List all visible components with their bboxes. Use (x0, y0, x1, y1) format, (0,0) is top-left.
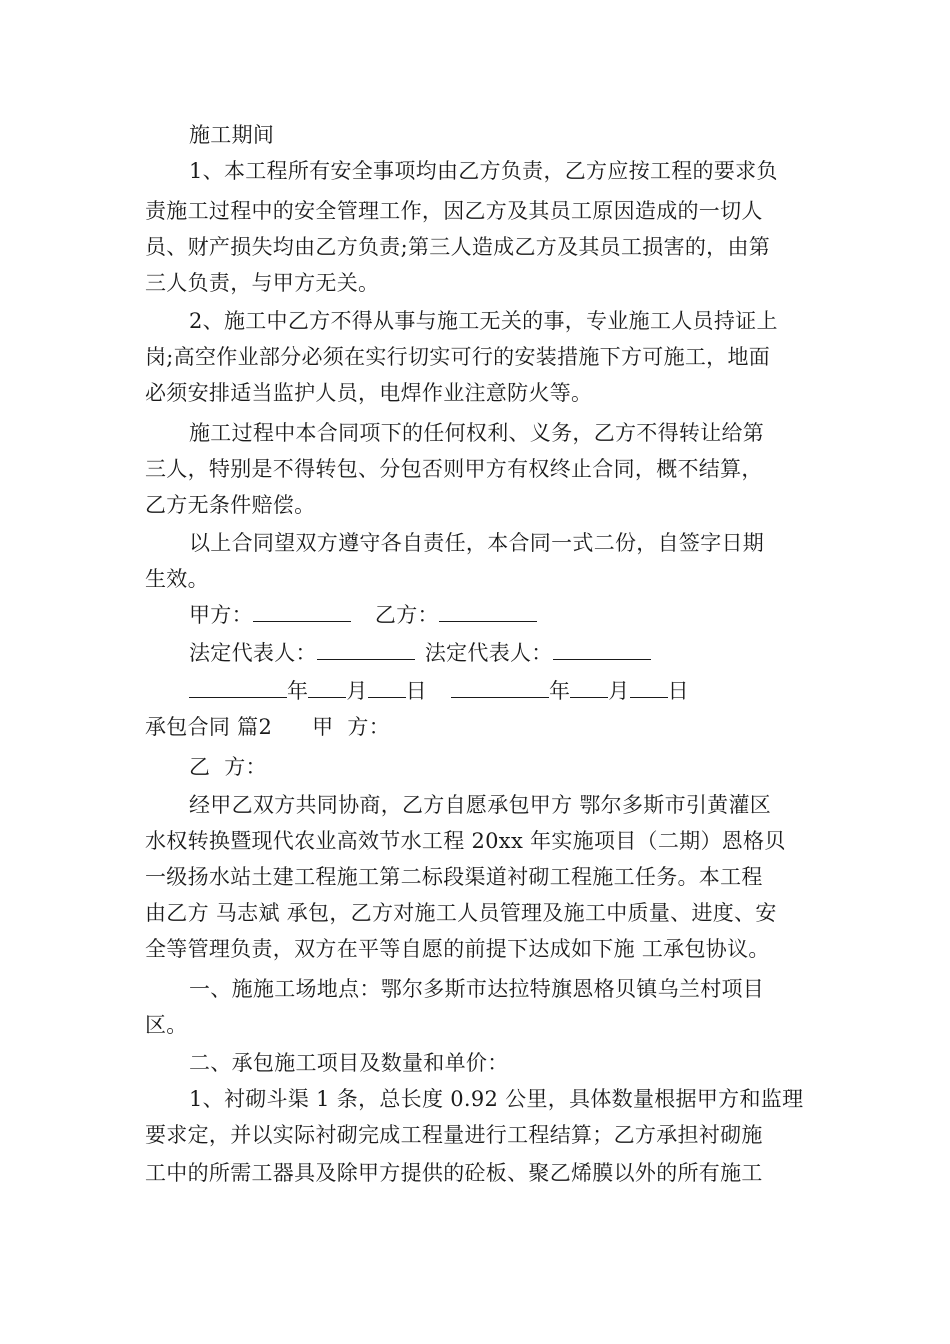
paragraph-line: 员、财产损失均由乙方负责;第三人造成乙方及其员工损害的，由第 (145, 235, 771, 259)
paragraph-line: 要求定，并以实际衬砌完成工程量进行工程结算；乙方承担衬砌施 (145, 1123, 763, 1147)
paragraph-line: 2、施工中乙方不得从事与施工无关的事，专业施工人员持证上 (189, 309, 778, 333)
paragraph-line: 二、承包施工项目及数量和单价： (189, 1051, 509, 1075)
year-label: 年 (287, 679, 309, 703)
day-label: 日 (405, 679, 427, 703)
paragraph-line: 1、本工程所有安全事项均由乙方负责，乙方应按工程的要求负 (189, 159, 778, 183)
rep-a-blank (317, 639, 415, 660)
party-b-label: 乙方： (374, 603, 439, 627)
paragraph-line: 乙方无条件赔偿。 (145, 493, 316, 517)
rep-b-label: 法定代表人： (424, 641, 553, 665)
month-label: 月 (608, 679, 630, 703)
party-b-blank (439, 601, 537, 622)
signature-parties (189, 601, 537, 629)
party-a-blank (253, 601, 351, 622)
paragraph-line: 生效。 (145, 567, 209, 591)
paragraph-line: 1、衬砌斗渠 1 条，总长度 0.92 公里，具体数量根据甲方和监理 (189, 1087, 804, 1111)
paragraph-line: 三人，特别是不得转包、分包否则甲方有权终止合同，概不结算， (145, 457, 763, 481)
rep-a-label: 法定代表人： (189, 641, 317, 665)
paragraph-line: 施工期间 (189, 123, 275, 147)
paragraph-line: 全等管理负责，双方在平等自愿的前提下达成如下施 工承包协议。 (145, 937, 770, 961)
party-b-heading: 乙 方： (189, 755, 267, 779)
month-a-blank (308, 677, 346, 698)
paragraph-line: 区。 (145, 1013, 188, 1037)
month-b-blank (570, 677, 608, 698)
paragraph-line: 水权转换暨现代农业高效节水工程 20xx 年实施项目（二期）恩格贝 (145, 829, 786, 853)
party-a-label: 甲方： (189, 603, 253, 627)
year-a-blank (189, 677, 287, 698)
paragraph-line: 一级扬水站土建工程施工第二标段渠道衬砌工程施工任务。本工程 (145, 865, 763, 889)
paragraph-line: 责施工过程中的安全管理工作，因乙方及其员工原因造成的一切人 (145, 199, 763, 223)
paragraph-line: 三人负责，与甲方无关。 (145, 271, 380, 295)
signature-dates (189, 677, 689, 705)
paragraph-line: 施工过程中本合同项下的任何权利、义务，乙方不得转让给第 (189, 421, 765, 445)
paragraph-line: 工中的所需工器具及除甲方提供的砼板、聚乙烯膜以外的所有施工 (145, 1161, 763, 1185)
paragraph-line: 一、施施工场地点：鄂尔多斯市达拉特旗恩格贝镇乌兰村项目 (189, 977, 765, 1001)
day-a-blank (368, 677, 406, 698)
signature-representatives (189, 639, 651, 667)
month-label: 月 (346, 679, 368, 703)
paragraph-line: 岗;高空作业部分必须在实行切实可行的安装措施下方可施工，地面 (145, 345, 771, 369)
day-b-blank (630, 677, 668, 698)
year-b-blank (451, 677, 549, 698)
paragraph-line: 经甲乙双方共同协商，乙方自愿承包甲方 鄂尔多斯市引黄灌区 (189, 793, 772, 817)
day-label: 日 (667, 679, 689, 703)
paragraph-line: 必须安排适当监护人员，电焊作业注意防火等。 (145, 381, 593, 405)
paragraph-line: 由乙方 马志斌 承包，乙方对施工人员管理及施工中质量、进度、安 (145, 901, 777, 925)
section-heading-line (145, 713, 390, 741)
section-title: 承包合同 篇2 (145, 715, 273, 739)
party-a-heading: 甲 方： (312, 715, 390, 739)
paragraph-line: 以上合同望双方遵守各自责任，本合同一式二份，自签字日期 (189, 531, 765, 555)
rep-b-blank (553, 639, 651, 660)
year-label: 年 (548, 679, 571, 703)
